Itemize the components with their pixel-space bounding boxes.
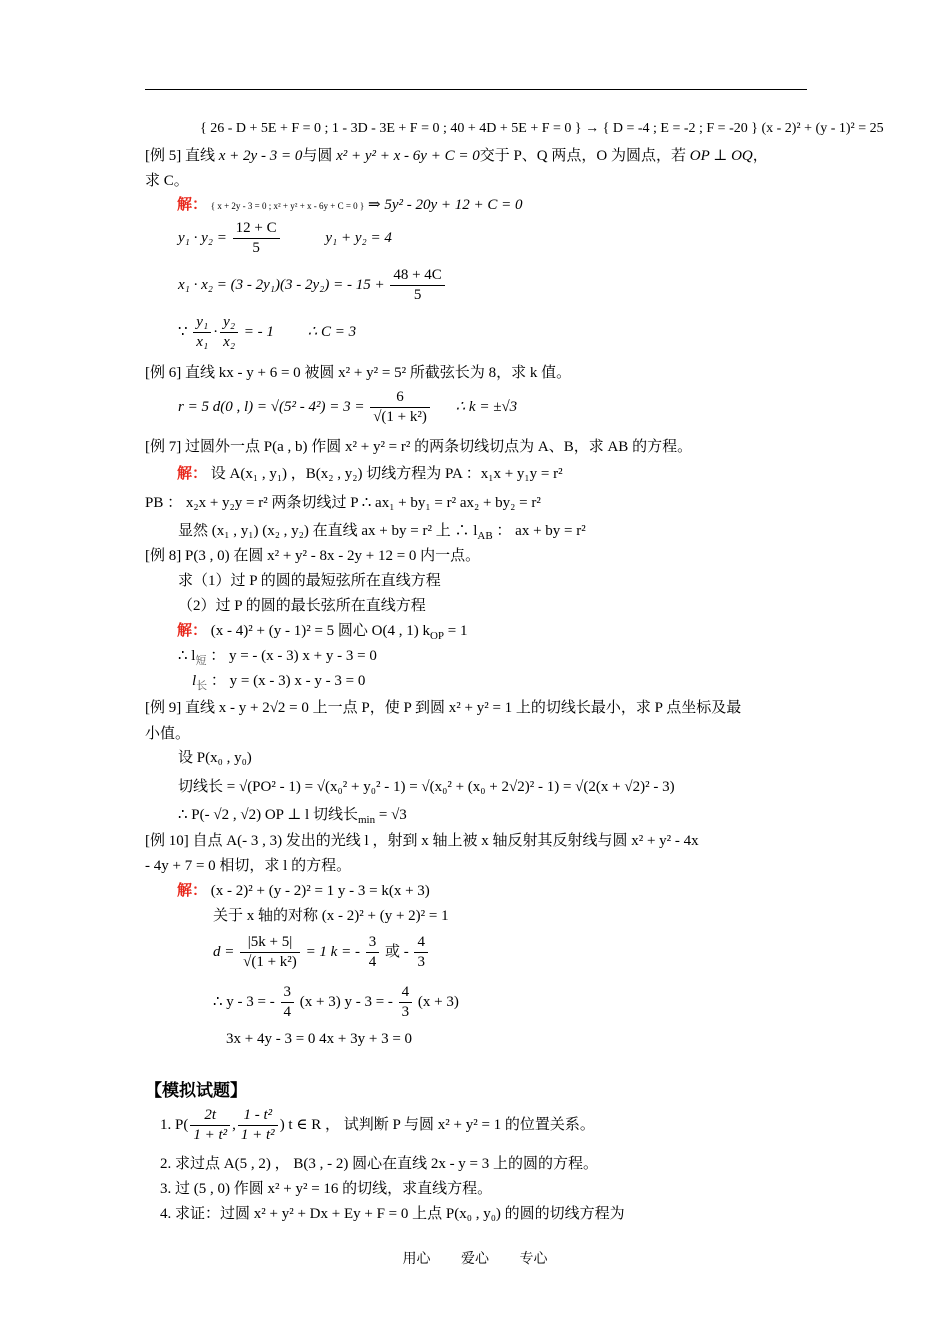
fraction xyxy=(193,313,211,352)
point-text: ∴ P(- √2 , √2) OP ⊥ l 切线长 xyxy=(178,807,358,823)
numerator: 48 + 4C xyxy=(390,266,444,286)
numerator: 4 xyxy=(399,983,413,1003)
denominator: 1 + t² xyxy=(193,1127,228,1144)
q1-text-2: ) t ∈ R ， 试判断 P 与圆 x² + y² = 1 的位置关系。 xyxy=(279,1117,595,1133)
denominator: x₂ xyxy=(223,334,236,351)
shortest-label: ∴ l xyxy=(178,648,196,664)
question-1 xyxy=(160,1104,595,1146)
example-7-step-1 xyxy=(177,463,563,485)
system-equations: { 26 - D + 5E + F = 0 ; 1 - 3D - 3E + F = 0 ; 40 + 4D + 5E + F = 0 } → { D = -4 ; E = -2 ; F = -20 } (x - 2)² + (y - 1)² = 25 xyxy=(200,121,884,136)
denominator: 4 xyxy=(368,954,377,971)
k-text: = 1 k = - xyxy=(305,944,360,960)
fraction xyxy=(370,388,430,427)
numerator: |5k + 5| xyxy=(240,933,300,953)
answer: ∴ C = 3 xyxy=(307,324,357,340)
ab-equation: ： ax + by = r² xyxy=(492,523,586,539)
denominator: 4 xyxy=(283,1004,291,1021)
denominator: 3 xyxy=(417,954,425,971)
subscript: OP xyxy=(429,630,445,642)
text: 交于 P、Q 两点，O 为圆点，若 xyxy=(479,148,686,164)
longest-equation: ： y = (x - 3) x - y - 3 = 0 xyxy=(207,673,366,689)
line-text-2: (x + 3) y - 3 = - xyxy=(299,994,393,1010)
fraction xyxy=(240,933,300,972)
text: ， xyxy=(752,148,768,164)
product-result: = - 1 xyxy=(243,324,274,340)
shortest-equation: ： y = - (x - 3) x + y - 3 = 0 xyxy=(206,648,377,664)
example-10-statement: [例 10] 自点 A(- 3 , 3) 发出的光线 l ，射到 x 轴上被 x 轴反射其反射线与圆 x² + y² - 4x xyxy=(145,833,699,849)
example-8-question-1: 求（1）过 P 的圆的最短弦所在直线方程 xyxy=(178,573,441,589)
mock-test-heading: 【模拟试题】 xyxy=(145,1081,247,1100)
line-text-1: ∴ y - 3 = - xyxy=(213,994,275,1010)
question-4: 4. 求证：过圆 x² + y² + Dx + Ey + F = 0 上点 P(x₀ , y₀) 的圆的切线方程为 xyxy=(160,1206,625,1222)
fraction xyxy=(281,983,295,1022)
numerator: 6 xyxy=(370,388,430,408)
q1-text: 1. P( xyxy=(160,1117,189,1133)
numerator: 12 + C xyxy=(233,219,280,239)
fraction xyxy=(366,933,380,972)
example-5-step-2 xyxy=(178,218,392,258)
answer: ∴ k = ±√3 xyxy=(455,399,518,415)
fraction xyxy=(414,933,428,972)
denominator: √(1 + k²) xyxy=(373,409,427,426)
example-5-label: [例 5] xyxy=(145,148,182,164)
circle-and-line: (x - 2)² + (y - 2)² = 1 y - 3 = k(x + 3) xyxy=(210,883,430,899)
tangent-pa: 设 A(x₁ , y₁) ，B(x₂ , y₂) 切线方程为 PA ：x₁x + y₁y = r² xyxy=(210,466,563,482)
example-9-step-2: 切线长 = √(PO² - 1) = √(x₀² + y₀² - 1) = √(x₀² + (x₀ + 2√2)² - 1) = √(2(x + √2)² - 3) xyxy=(178,779,675,795)
page-footer: 用心 爱心 专心 xyxy=(402,1251,548,1267)
product-text: x₁ · x₂ = (3 - 2y₁)(3 - 2y₂) = - 15 + xyxy=(178,277,385,293)
denominator: 3 xyxy=(401,1004,410,1021)
numerator: 1 - t² xyxy=(238,1106,278,1126)
question-3: 3. 过 (5 , 0) 作圆 x² + y² = 16 的切线，求直线方程。 xyxy=(160,1181,493,1197)
comma: , xyxy=(232,1117,236,1133)
subscript: 短 xyxy=(195,655,207,667)
example-7-step-2: PB ： x₂x + y₂y = r² 两条切线过 P ∴ ax₁ + by₁ = r² ax₂ + by₂ = r² xyxy=(145,495,541,511)
fraction xyxy=(220,313,238,352)
example-6-solution xyxy=(178,385,517,429)
fraction xyxy=(190,1106,230,1145)
text: 直线 xyxy=(181,148,216,164)
example-8-question-2: （2）过 P 的圆的最长弦所在直线方程 xyxy=(178,598,426,614)
header-rule xyxy=(145,89,807,90)
solution-label: 解： xyxy=(177,466,208,482)
example-9-statement: [例 9] 直线 x - y + 2√2 = 0 上一点 P，使 P 到圆 x² + y² = 1 上的切线长最小，求 P 点坐标及最 xyxy=(145,700,742,716)
subscript: AB xyxy=(477,530,493,542)
example-9-step-1: 设 P(x₀ , y₀) xyxy=(178,750,252,766)
example-10-step-2: 关于 x 轴的对称 (x - 2)² + (y + 2)² = 1 xyxy=(213,908,449,924)
fraction xyxy=(399,983,413,1022)
example-5-question: 求 C。 xyxy=(145,173,189,189)
question-2: 2. 求过点 A(5 , 2) ， B(3 , - 2) 圆心在直线 2x - y = 3 上的圆的方程。 xyxy=(160,1156,599,1172)
circle-equation: x² + y² + x - 6y + C = 0 xyxy=(336,148,480,164)
longest-label: l xyxy=(192,673,197,689)
sum-text: y₁ + y₂ = 4 xyxy=(325,230,392,246)
example-7-step-3 xyxy=(178,520,586,547)
example-5-statement xyxy=(145,145,768,167)
slope-value: = 1 xyxy=(444,623,468,639)
subscript: 长 xyxy=(196,680,208,692)
denominator: √(1 + k²) xyxy=(243,954,297,971)
perpendicular-condition: OP ⊥ OQ xyxy=(689,148,753,164)
example-8-step-2 xyxy=(178,645,377,672)
system-solution-line xyxy=(200,117,884,140)
conclusion-text: 显然 (x₁ , y₁) (x₂ , y₂) 在直线 ax + by = r² 上 ∴ l xyxy=(178,523,478,539)
text: 与圆 xyxy=(302,148,333,164)
fraction xyxy=(233,219,280,258)
example-10-step-3 xyxy=(213,930,430,974)
solution-label: 解： xyxy=(177,883,208,899)
denominator: 1 + t² xyxy=(240,1127,275,1144)
or-text: 或 - xyxy=(384,944,409,960)
example-9-step-3 xyxy=(178,804,407,831)
numerator: 4 xyxy=(414,933,428,953)
numerator: y₂ xyxy=(220,313,238,333)
example-10-step-5: 3x + 4y - 3 = 0 4x + 3y + 3 = 0 xyxy=(226,1031,413,1047)
because-symbol: ∵ xyxy=(178,324,188,340)
numerator: 3 xyxy=(366,933,380,953)
example-5-step-4: ∵ $\frac{\text{y₁}}{\text{x₁}}$ · $\frac{\text{y₂}}{\text{x₂}}$ = - 1 ∴ C = 3 xyxy=(178,314,357,351)
example-9-statement-2: 小值。 xyxy=(145,726,191,742)
denominator: 5 xyxy=(252,240,260,257)
example-10-statement-2: - 4y + 7 = 0 相切，求 l 的方程。 xyxy=(145,858,352,874)
solution-label: 解： xyxy=(177,197,208,213)
solution-label: 解： xyxy=(177,623,208,639)
line-equation: x + 2y - 3 = 0 xyxy=(218,148,303,164)
numerator: 3 xyxy=(281,983,295,1003)
example-10-step-4 xyxy=(213,980,459,1024)
denominator: 5 xyxy=(413,287,422,304)
quadratic: ⇒ 5y² - 20y + 12 + C = 0 xyxy=(368,197,523,213)
example-5-step-1 xyxy=(177,194,523,217)
numerator: 2t xyxy=(190,1106,230,1126)
example-7-statement: [例 7] 过圆外一点 P(a , b) 作圆 x² + y² = r² 的两条切线切点为 A、B，求 AB 的方程。 xyxy=(145,439,693,455)
fraction xyxy=(238,1106,278,1145)
product-text: y₁ · y₂ = xyxy=(178,230,227,246)
system: { x + 2y - 3 = 0 ; x² + y² + x - 6y + C = 0 } xyxy=(210,201,365,211)
example-5-step-3 xyxy=(178,265,447,305)
example-8-step-3 xyxy=(192,670,365,697)
example-10-step-1 xyxy=(177,880,430,902)
example-8-step-1 xyxy=(177,620,468,647)
subscript: min xyxy=(357,814,376,826)
numerator: y₁ xyxy=(193,313,211,333)
denominator: x₁ xyxy=(196,334,209,351)
line-text-3: (x + 3) xyxy=(417,994,459,1010)
distance-text: d = xyxy=(213,944,235,960)
example-6-statement: [例 6] 直线 kx - y + 6 = 0 被圆 x² + y² = 5² 所截弦长为 8，求 k 值。 xyxy=(145,365,572,381)
example-8-statement: [例 8] P(3 , 0) 在圆 x² + y² - 8x - 2y + 12 = 0 内一点。 xyxy=(145,548,481,564)
distance-text: r = 5 d(0 , l) = √(5² - 4²) = 3 = xyxy=(178,399,365,415)
circle-standard: (x - 4)² + (y - 1)² = 5 圆心 O(4 , 1) k xyxy=(210,623,430,639)
fraction xyxy=(390,266,444,305)
min-value: = √3 xyxy=(375,807,407,823)
